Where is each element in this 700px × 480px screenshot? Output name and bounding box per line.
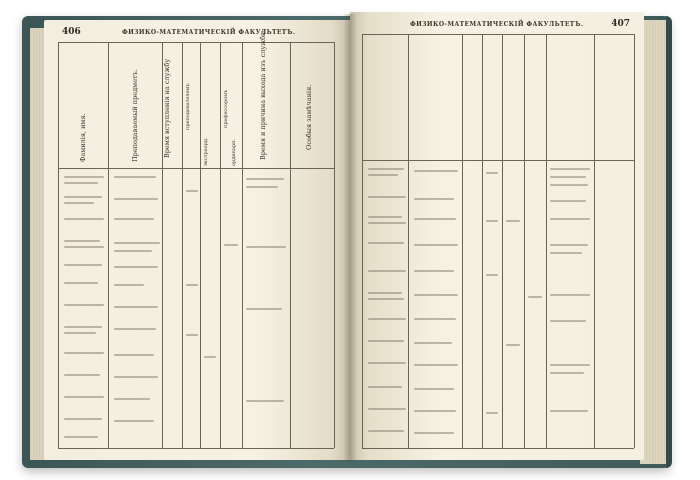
surname-column-header: Фамилія, имя. <box>79 113 87 162</box>
ordinary-column-header: ординарн. <box>231 138 237 166</box>
time-group-header: Время вступленія на службу <box>163 58 171 158</box>
exit-column-header: Время и причина выхода изъ службы. <box>259 28 267 160</box>
professor-column-header: профессоромъ <box>223 89 229 128</box>
book-gutter <box>343 14 357 462</box>
running-head: ФИЗИКО-МАТЕМАТИЧЕСКІЙ ФАКУЛЬТЕТЪ. <box>122 29 296 36</box>
notes-column-header: Особыя замѣчанія. <box>305 84 313 150</box>
extraordinary-column-header: экстраорд. <box>203 137 209 166</box>
cover-edge <box>666 16 672 468</box>
running-head: ФИЗИКО-МАТЕМАТИЧЕСКІЙ ФАКУЛЬТЕТЪ. <box>410 21 584 28</box>
page-number: 407 <box>611 19 630 29</box>
left-page <box>44 20 350 460</box>
table-body-left <box>44 20 350 460</box>
teacher-column-header: преподавателемъ <box>185 83 191 130</box>
page-number: 406 <box>62 27 81 37</box>
right-page <box>350 12 644 460</box>
subject-column-header: Преподаваемый предметъ. <box>131 69 139 162</box>
table-body-right <box>350 12 644 460</box>
